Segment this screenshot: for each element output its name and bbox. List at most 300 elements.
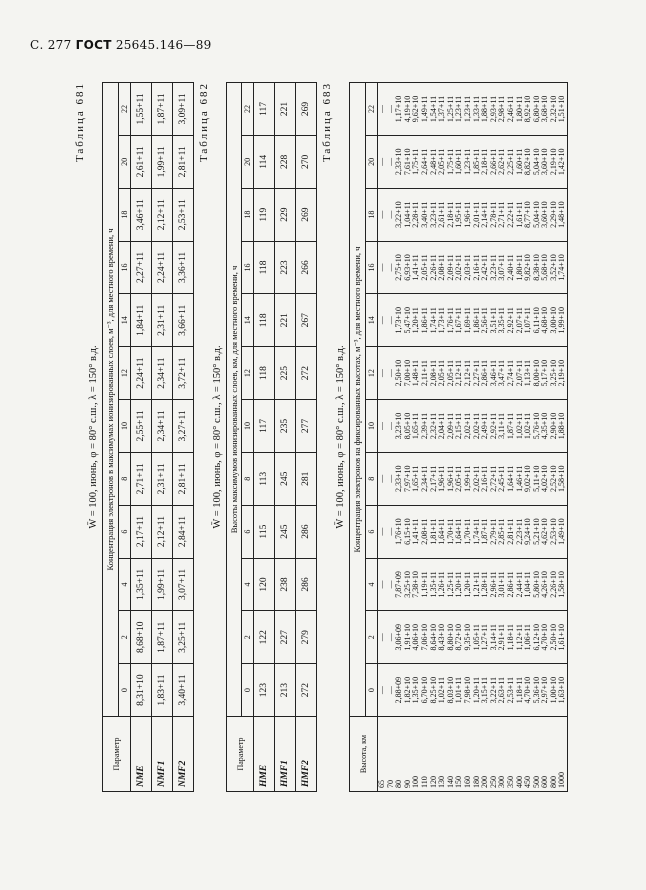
table-cell: 3,06+09 [394, 624, 404, 651]
table-cell: 235 [275, 400, 296, 453]
table-cell: — [377, 633, 386, 642]
table-cell: 6,11+10 [531, 307, 541, 334]
value-column [378, 347, 568, 400]
table-cell: — [377, 263, 386, 272]
table-cell: 3,35+11 [497, 307, 507, 334]
page-number: С. 277 [30, 38, 72, 52]
table-cell: 269 [296, 188, 317, 241]
value-column [378, 558, 568, 611]
table-cell: 8,82+10 [523, 148, 533, 176]
table-row [254, 83, 275, 792]
gost-label: ГОСТ [75, 38, 112, 52]
table-cell: 1,83+11 [152, 664, 173, 717]
table-cell: 1,99+11 [152, 135, 173, 188]
table-cell: 2,64+11 [419, 148, 429, 175]
table-cell: 1,70+11 [462, 518, 472, 545]
table-cell: 1,55+11 [131, 83, 152, 136]
table-cell: 1,64+11 [437, 518, 447, 545]
table-cell: 8,72+10 [454, 624, 464, 651]
table-cell: 1,41+11 [411, 518, 421, 545]
table-cell: 2,90+10 [548, 412, 558, 440]
table-cell: 122 [254, 611, 275, 664]
table-cell: 4,02+10 [540, 465, 550, 493]
table-cell: 1,65+11 [411, 412, 421, 440]
table-cell: 2,27+11 [471, 360, 481, 387]
table-cell: 3,68+10 [540, 95, 550, 123]
rotated-tables [70, 62, 630, 812]
table-cell: 120 [254, 558, 275, 611]
hour-header: 22 [366, 83, 378, 136]
value-column [378, 611, 568, 664]
table-cell: 2,61+11 [437, 201, 447, 228]
table-cell: 2,22+11 [505, 201, 515, 228]
altitude-value: 250 [488, 776, 498, 788]
table-cell: 2,71+11 [131, 452, 152, 505]
table-cell: 5,36+10 [531, 676, 541, 704]
table-cell: 9,82+10 [523, 254, 533, 281]
table-cell: 2,19+10 [557, 359, 567, 387]
span-header: Высоты максимумов ионизированных слоев, км, для местного времени, ч [227, 83, 242, 717]
table-cell: 2,75+10 [394, 254, 404, 281]
table-cell: 270 [296, 135, 317, 188]
param-header: Параметр [227, 717, 254, 792]
table-cell: 1,74+11 [471, 518, 481, 545]
table-cell: 1,60+11 [514, 148, 524, 175]
table-cell: 3,00+10 [548, 307, 558, 334]
altitude-value: 90 [402, 780, 412, 788]
table-cell: 2,78+11 [488, 201, 498, 228]
table-cell: 5,11+10 [531, 465, 541, 492]
span-header: Концентрация электронов в максимумах ионизированных слоев, м⁻³, для местного времени, ч [103, 83, 119, 717]
table-cell: 1,96+11 [445, 465, 455, 492]
table-cell: 2,72+11 [488, 465, 498, 492]
table-cell: 3,46+11 [488, 360, 498, 387]
altitude-value: 300 [497, 776, 507, 788]
table-cell: 2,04+11 [437, 412, 447, 440]
table-cell: 1,42+10 [557, 148, 567, 176]
table-cell: — [385, 316, 395, 325]
table-cell: 1,88+10 [557, 412, 567, 440]
table-cell: 3,11+11 [497, 412, 507, 439]
hour-header: 12 [366, 347, 378, 400]
altitude-value: 150 [454, 776, 464, 788]
table-cell: 3,27+11 [173, 400, 194, 453]
table-row [275, 83, 296, 792]
row-label: NMF2 [173, 717, 194, 792]
table-cell: 2,33+10 [394, 465, 404, 493]
table-cell: 286 [296, 505, 317, 558]
table-row [173, 83, 194, 792]
table-cell: 6,70+10 [419, 676, 429, 704]
table-cell: 6,93+10 [402, 254, 412, 281]
table-682-conditions: W̄ = 100, июнь, φ = 80° с.ш., λ = 150° в.д. [212, 345, 223, 529]
table-683-body [378, 83, 568, 792]
table-cell: 2,18+11 [480, 148, 490, 175]
table-cell: 221 [275, 294, 296, 347]
table-cell: 8,25+10 [428, 676, 438, 704]
table-cell: 1,20+11 [471, 676, 481, 704]
hour-header: 4 [242, 558, 254, 611]
table-cell: 2,26+11 [428, 254, 438, 281]
hour-header: 2 [366, 611, 378, 664]
table-row [296, 83, 317, 792]
table-cell: 2,03+11 [462, 254, 472, 281]
table-cell: 1,02+11 [523, 412, 533, 440]
table-cell: 3,47+11 [497, 360, 507, 387]
table-cell: 1,74+11 [428, 307, 438, 334]
table-row [378, 83, 568, 792]
table-cell: 2,49+11 [480, 412, 490, 440]
table-cell: 1,35+11 [428, 571, 438, 598]
table-cell: — [385, 580, 395, 589]
table-cell: 123 [254, 664, 275, 717]
table-681-grid [102, 82, 194, 792]
table-cell: 223 [275, 241, 296, 294]
hour-header: 18 [242, 188, 254, 241]
table-cell: 118 [254, 347, 275, 400]
hour-header: 6 [119, 505, 131, 558]
table-cell: 2,24+11 [152, 241, 173, 294]
table-cell: 2,93+11 [488, 95, 498, 123]
table-cell: 2,24+11 [131, 347, 152, 400]
table-cell: 2,53+11 [173, 188, 194, 241]
table-683 [321, 82, 568, 792]
table-cell: 1,35+10 [411, 676, 421, 704]
table-cell: 2,88+09 [394, 676, 404, 704]
altitude-column [378, 717, 568, 792]
table-cell: — [377, 104, 386, 113]
tables-area [70, 62, 630, 812]
table-cell: 1,61+11 [514, 201, 524, 228]
table-cell: 1,58+10 [557, 571, 567, 598]
table-cell: 2,05+11 [437, 148, 447, 175]
table-cell: 1,69+11 [462, 307, 472, 334]
table-cell: 7,97+10 [402, 465, 412, 493]
table-cell: 3,46+11 [131, 188, 152, 241]
table-cell: 9,62+10 [411, 95, 421, 123]
table-cell: 245 [275, 505, 296, 558]
table-682-caption: Таблица 682 [198, 82, 210, 163]
table-cell: 8,43+10 [437, 624, 447, 651]
altitude-value: 200 [480, 776, 490, 788]
table-cell: 2,02+11 [462, 412, 472, 440]
table-cell: — [385, 474, 395, 483]
table-cell: 221 [275, 83, 296, 136]
table-cell: 3,23+11 [488, 254, 498, 281]
table-cell: 117 [254, 83, 275, 136]
table-cell: 1,99+11 [152, 558, 173, 611]
table-cell: 4,62+10 [540, 518, 550, 545]
table-cell: 272 [296, 347, 317, 400]
table-681-caption: Таблица 681 [74, 82, 86, 163]
table-cell: 2,18+11 [445, 201, 455, 228]
table-cell: 6,12+10 [531, 624, 541, 651]
table-cell: 3,25+10 [548, 359, 558, 387]
hour-header: 0 [366, 664, 378, 717]
table-cell: 8,00+10 [531, 359, 541, 387]
table-cell: 1,87+11 [152, 83, 173, 136]
page-header [30, 38, 212, 52]
hour-header: 18 [119, 188, 131, 241]
hour-header: 0 [119, 664, 131, 717]
table-cell: 2,19+10 [548, 148, 558, 176]
table-cell: 1,54+11 [428, 95, 438, 123]
table-cell: — [385, 527, 395, 536]
table-cell: 6,15+10 [402, 518, 412, 545]
table-681-conditions: W̄ = 100, июнь, φ = 80° с.ш., λ = 150° в.д. [88, 345, 99, 529]
table-cell: 2,53+10 [548, 518, 558, 545]
table-cell: 1,67+11 [454, 307, 464, 334]
table-cell: 2,86+11 [480, 360, 490, 387]
table-cell: 2,71+11 [497, 201, 507, 228]
table-cell: 1,95+11 [454, 201, 464, 228]
row-label: HME [254, 717, 275, 792]
table-cell: 3,23+10 [394, 412, 404, 440]
table-cell: 9,24+10 [523, 518, 533, 545]
table-cell: 2,53+11 [505, 676, 515, 704]
table-cell: 3,01+11 [497, 571, 507, 598]
table-cell: 2,91+11 [497, 624, 507, 651]
table-cell: 4,06+10 [411, 624, 421, 651]
table-cell: 213 [275, 664, 296, 717]
table-cell: 1,99+11 [462, 465, 472, 492]
hour-header: 16 [242, 241, 254, 294]
table-cell: 2,08+11 [428, 360, 438, 387]
table-cell: 1,01+11 [454, 676, 464, 704]
table-cell: 2,81+11 [173, 452, 194, 505]
hour-header: 14 [242, 294, 254, 347]
table-cell: — [385, 369, 395, 378]
table-cell: 7,61+10 [402, 148, 412, 176]
table-cell: 3,07+11 [173, 558, 194, 611]
table-cell: 2,25+11 [505, 148, 515, 175]
hour-header: 4 [366, 558, 378, 611]
table-cell: 2,50+10 [548, 624, 558, 651]
table-cell: 2,66+11 [488, 148, 498, 175]
table-cell: 272 [296, 664, 317, 717]
table-cell: 2,05+11 [437, 360, 447, 387]
table-cell: 2,16+11 [471, 254, 481, 281]
hour-header: 14 [366, 294, 378, 347]
table-cell: 3,22+10 [394, 201, 404, 228]
table-cell: 2,62+11 [497, 148, 507, 175]
table-cell: 2,09+11 [445, 254, 455, 281]
table-cell: 8,80+10 [445, 624, 455, 651]
table-683-caption: Таблица 683 [321, 82, 333, 163]
hour-header: 22 [242, 83, 254, 136]
table-cell: — [385, 633, 395, 642]
altitude-value: 180 [471, 776, 481, 788]
table-cell: 286 [296, 558, 317, 611]
table-cell: 2,08+11 [437, 254, 447, 281]
table-cell: 1,49+10 [557, 518, 567, 545]
table-cell: 1,20+11 [462, 571, 472, 598]
table-cell: 119 [254, 188, 275, 241]
table-cell: 1,25+11 [445, 95, 455, 123]
table-cell: 1,06+11 [523, 624, 533, 651]
table-cell: 5,80+10 [531, 571, 541, 598]
table-cell: — [385, 210, 395, 219]
value-column [378, 135, 568, 188]
altitude-value: 350 [505, 776, 515, 788]
hour-header: 14 [119, 294, 131, 347]
table-cell: 2,07+11 [514, 307, 524, 334]
table-cell: 2,55+11 [131, 400, 152, 453]
table-cell: 1,33+11 [471, 95, 481, 123]
altitude-value: 80 [394, 780, 404, 788]
table-cell: 2,17+11 [131, 505, 152, 558]
table-cell: 1,74+10 [557, 254, 567, 281]
table-cell: 2,12+11 [462, 360, 472, 387]
table-cell: 8,68+10 [131, 611, 152, 664]
table-cell: 2,02+11 [471, 465, 481, 492]
table-cell: 1,64+11 [505, 465, 515, 492]
table-cell: 8,31+10 [131, 664, 152, 717]
table-cell: 2,40+11 [505, 254, 515, 281]
value-column [378, 664, 568, 717]
table-cell: 2,63+11 [497, 676, 507, 704]
table-cell: 118 [254, 241, 275, 294]
table-cell: — [377, 527, 386, 536]
table-cell: 4,70+10 [540, 624, 550, 651]
table-cell: 1,96+11 [437, 465, 447, 492]
table-cell: 3,40+11 [173, 664, 194, 717]
table-cell: 2,32+11 [428, 412, 438, 440]
table-cell: 2,42+11 [480, 254, 490, 281]
table-cell: 229 [275, 188, 296, 241]
table-cell: 2,39+11 [419, 412, 429, 440]
table-cell: 2,07+11 [514, 360, 524, 387]
table-cell: 3,52+10 [548, 254, 558, 281]
table-cell: 1,91+10 [402, 624, 412, 651]
table-cell: 2,34+11 [152, 347, 173, 400]
table-cell: 238 [275, 558, 296, 611]
table-cell: 1,88+11 [480, 95, 490, 123]
hour-header: 8 [242, 452, 254, 505]
table-cell: 5,17+10 [540, 359, 550, 387]
table-cell: 5,47+10 [402, 307, 412, 334]
hour-header: 8 [119, 452, 131, 505]
table-row [152, 83, 173, 792]
table-cell: 2,14+11 [480, 201, 490, 228]
table-cell: 1,73+11 [437, 307, 447, 334]
table-cell: 1,76+10 [394, 518, 404, 545]
table-cell: 1,58+10 [557, 465, 567, 493]
table-683-grid [349, 82, 568, 792]
table-cell: 4,68+10 [540, 307, 550, 334]
table-cell: — [385, 686, 395, 695]
altitude-value: 65 [377, 780, 386, 788]
table-682-body [254, 83, 317, 792]
table-cell: 7,38+10 [411, 571, 421, 598]
table-cell: 2,98+11 [497, 95, 507, 123]
table-cell: 1,17+10 [394, 95, 404, 123]
hour-header: 20 [119, 135, 131, 188]
hour-header: 2 [242, 611, 254, 664]
table-cell: 225 [275, 347, 296, 400]
table-cell: 5,68+10 [540, 254, 550, 281]
table-cell: 4,35+10 [540, 412, 550, 440]
table-cell: 3,72+11 [173, 347, 194, 400]
table-cell: 2,26+10 [548, 571, 558, 598]
hour-header: 10 [242, 400, 254, 453]
table-cell: 1,37+11 [437, 95, 447, 123]
table-cell: 3,51+11 [488, 307, 498, 334]
altitude-value: 600 [540, 776, 550, 788]
table-cell: 5,76+10 [531, 412, 541, 440]
altitude-value: 450 [523, 776, 533, 788]
table-cell: 1,04+11 [402, 201, 412, 228]
table-cell: 2,81+11 [505, 518, 515, 545]
table-cell: 7,98+10 [462, 676, 472, 704]
table-cell: 2,05+11 [454, 465, 464, 492]
table-682 [198, 82, 317, 792]
table-cell: — [385, 157, 395, 166]
table-cell: 2,12+11 [454, 360, 464, 387]
table-cell: 245 [275, 452, 296, 505]
hour-header: 18 [366, 188, 378, 241]
table-cell: 266 [296, 241, 317, 294]
table-cell: — [377, 580, 386, 589]
table-cell: 1,82+10 [402, 676, 412, 704]
table-cell: 2,33+10 [394, 148, 404, 176]
hour-header: 8 [366, 452, 378, 505]
table-cell: 3,09+11 [173, 83, 194, 136]
table-cell: 2,09+11 [445, 412, 455, 440]
table-cell: 2,84+11 [173, 505, 194, 558]
table-cell: 2,34+11 [152, 400, 173, 453]
hour-header: 20 [366, 135, 378, 188]
hour-header: 10 [119, 400, 131, 453]
table-cell: 1,75+11 [411, 148, 421, 175]
hours-row [119, 83, 131, 792]
hour-header: 10 [366, 400, 378, 453]
table-cell: 2,74+11 [505, 360, 515, 387]
table-cell: 2,56+11 [480, 307, 490, 334]
table-cell: 2,16+11 [480, 465, 490, 492]
table-cell: 1,51+10 [557, 95, 567, 123]
table-cell: 2,92+11 [505, 307, 515, 334]
value-column [378, 294, 568, 347]
table-cell: 3,60+10 [540, 148, 550, 176]
table-cell: 6,80+10 [531, 95, 541, 123]
table-cell: 115 [254, 505, 275, 558]
table-cell: 1,84+11 [131, 294, 152, 347]
table-681-body [131, 83, 194, 792]
table-cell: 1,86+11 [419, 307, 429, 334]
table-cell: 2,81+11 [173, 135, 194, 188]
table-cell: 1,65+11 [411, 465, 421, 492]
altitude-value: 130 [437, 776, 447, 788]
hour-header: 4 [119, 558, 131, 611]
table-cell: 4,70+10 [523, 676, 533, 704]
table-cell: 279 [296, 611, 317, 664]
table-cell: 4,26+10 [540, 571, 550, 598]
table-cell: 2,85+11 [497, 518, 507, 545]
altitude-value: 400 [514, 776, 524, 788]
table-cell: 8,64+10 [428, 624, 438, 651]
table-cell: 2,34+11 [419, 465, 429, 492]
table-cell: 2,86+11 [505, 571, 515, 598]
hour-header: 20 [242, 135, 254, 188]
table-cell: 1,12+11 [514, 624, 524, 651]
table-cell: 1,25+11 [445, 571, 455, 598]
table-cell: 1,00+10 [548, 676, 558, 704]
table-cell: — [377, 474, 386, 483]
table-683-conditions: W̄ = 100, июнь, φ = 80° с.ш., λ = 150° в.д. [335, 345, 346, 529]
table-cell: 2,08+11 [419, 518, 429, 545]
table-cell: — [385, 263, 395, 272]
